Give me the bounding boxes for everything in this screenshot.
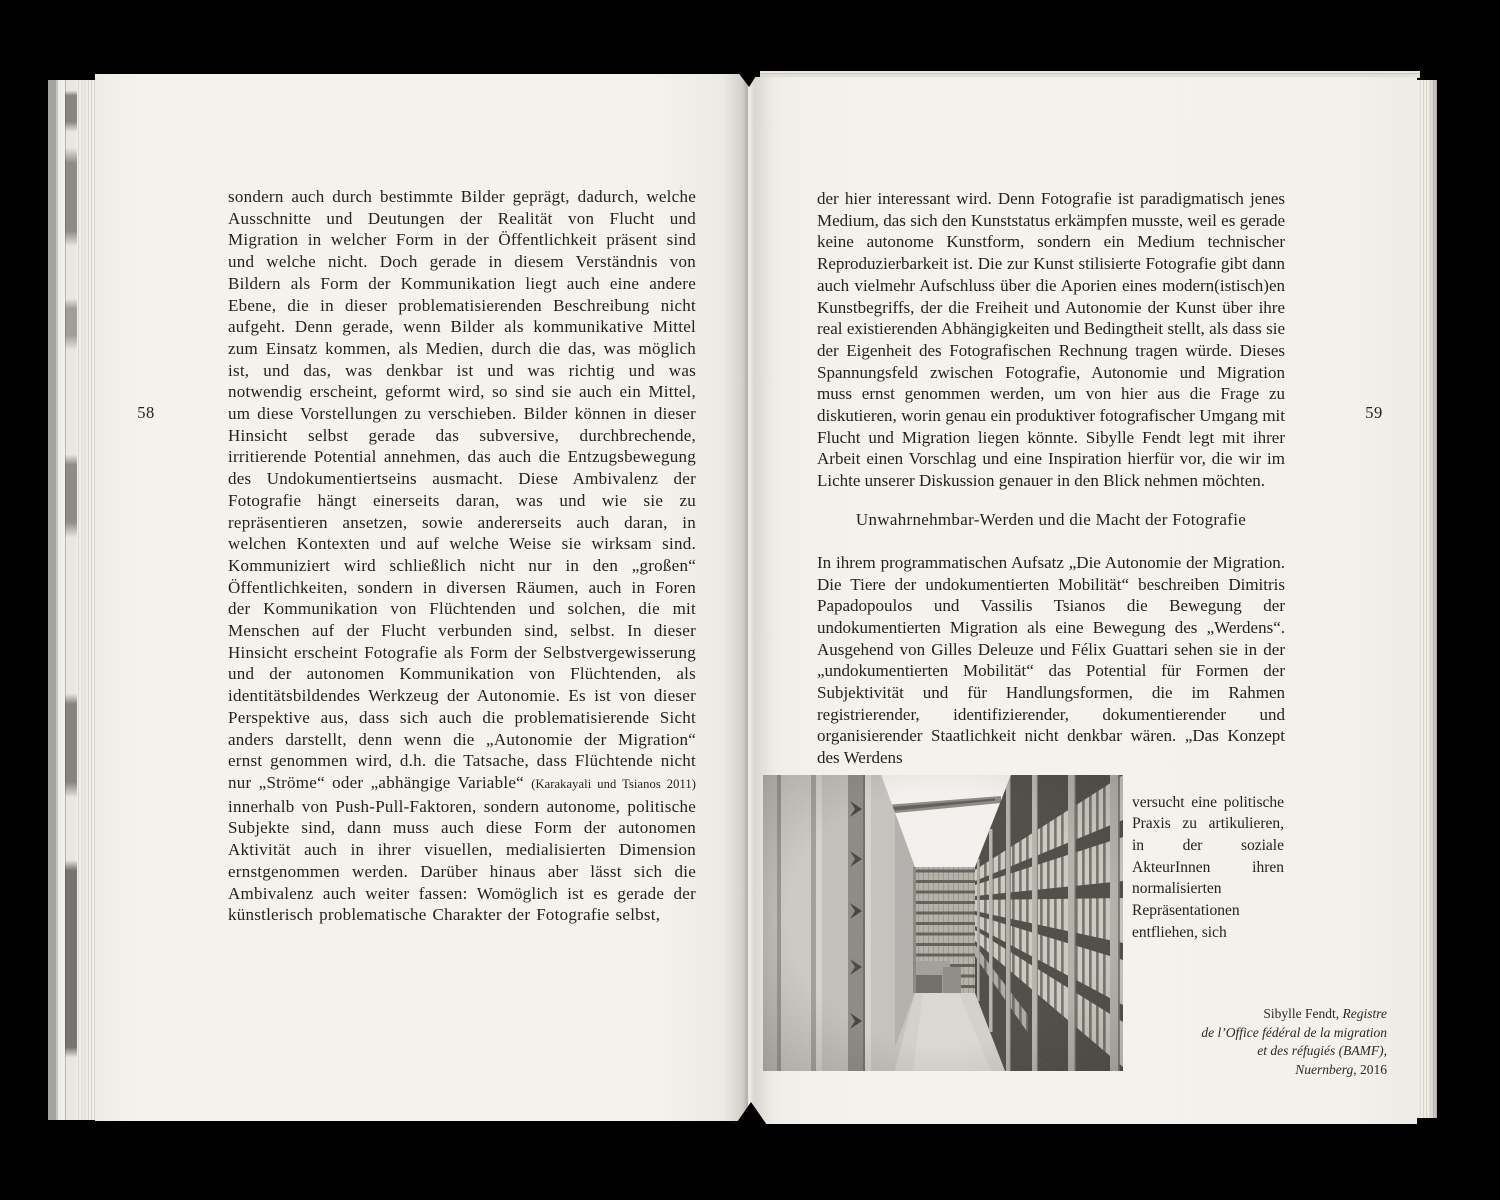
caption-line [1077, 1061, 1387, 1080]
caption-title-part-3: et des réfugiés (BAMF), [1257, 1043, 1387, 1058]
caption-artist: Sibylle Fendt, [1263, 1006, 1343, 1021]
page-edge-ink-streaks [65, 80, 77, 1120]
right-fore-edge-pages [1417, 80, 1437, 1118]
caption-place: Nuernberg [1295, 1061, 1354, 1077]
photo-caption [1077, 1005, 1387, 1079]
right-page-paragraph-1: der hier interessant wird. Denn Fotografie ist paradigmatisch jenes Medium, das sich den Kunststatus erkämpfen musste, weil es gerade keine autonome Kunstform, sondern ein Medium technischer Reproduzierbarkeit ist. Die zur Kunst stilisierte Fotografie gibt dann auch vielmehr Aufschluss über die Aporien eines modern(istisch)en Kunstbegriffs, der die Freiheit und Autonomie der Kunst über ihre real existierenden Abhängigkeiten und Bedingtheit stellt, als dass sie der Eigenheit des Fotografischen Rechnung tragen würde. Dieses Spannungsfeld zwischen Fotografie, Autonomie und Migration muss ernst genommen werden, um von hier aus die Frage zu diskutieren, worin genau ein produktiver fotografischer Umgang mit Flucht und Migration liegen könnte. Sibylle Fendt legt mit ihrer Arbeit einen Vorschlag und eine Inspiration hierfür vor, die wir im Lichte unserer Diskussion genauer in den Blick nehmen möchten. [817, 189, 1285, 491]
caption-title-part-1: Registre [1342, 1006, 1387, 1021]
page-edge-lines [76, 80, 95, 1120]
left-fore-edge-pages [48, 80, 95, 1120]
wrapped-text-column: versucht eine politische Praxis zu artikulieren, in der soziale AkteurInnen ihren normalisierten Repräsentationen entfliehen, sich [1132, 793, 1284, 941]
left-paragraph-continuation: innerhalb von Push-Pull-Faktoren, sondern autonome, politische Subjekte sind, dann muss auch diese Form der autonomen Aktivität auch in ihrer visuellen, medialisierten Dimension ernstgenommen werden. Darüber hinaus aber lässt sich die Ambivalenz auch weiter fassen: Womöglich ist es gerade der künstlerisch problematische Charakter der Fotografie selbst, [228, 796, 696, 925]
citation-karakayali-tsianos: (Karakayali und Tsianos 2011) [531, 776, 696, 791]
left-paragraph-text: sondern auch durch bestimmte Bilder geprägt, dadurch, welche Ausschnitte und Deutungen der Realität von Flucht und Migration in welcher Form in der Öffentlichkeit präsent sind und welche nicht. Doch gerade in diesem Verständnis von Bildern als Form der Kommunikation liegt auch eine andere Ebene, die in dieser problematisierenden Beschreibung nicht aufgeht. Denn gerade, wenn Bilder als kommunikative Mittel zum Einsatz kommen, als Medien, durch die das, was möglich ist, und das, was denkbar ist und was richtig und was notwendig erscheint, geformt wird, so sind sie auch ein Mittel, um diese Vorstellungen zu verschieben. Bilder können in dieser Hinsicht selbst gerade das subversive, durchbrechende, irritierende Potential annehmen, das auch die Entzugsbewegung des Undokumentiertseins ausmacht. Diese Ambivalenz der Fotografie hängt einerseits daran, was und wie sie zu repräsentieren ansetzen, sowie andererseits auch daran, in welchen Kontexten und auf welche Weise sie wirksam sind. Kommuniziert wird schließlich nicht nur in den „großen“ Öffentlichkeiten, sondern in diversen Räumen, auch in Foren der Kommunikation von Flüchtenden und solchen, die mit Menschen auf der Flucht verbunden sind, selbst. In dieser Hinsicht erscheint Fotografie als Form der Selbstvergewisserung und der autonomen Kommunikation von Flüchtenden, als identitätsbildendes Werkzeug der Autonomie. Es ist von dieser Perspektive aus, dass sich auch die problematisierende Sicht anders darstellt, denn wenn die „Autonomie der Migration“ ernst genommen wird, d.h. die Tatsache, dass Flüchtende nicht nur „Ströme“ oder „abhängige Variable“ [228, 187, 696, 792]
left-page [95, 74, 747, 1121]
left-page-number: 58 [137, 403, 155, 422]
right-page-paragraph-2: In ihrem programmatischen Aufsatz „Die Autonomie der Migration. Die Tiere der undokumentierten Mobilität“ beschreiben Dimitris Papadopoulos und Vassilis Tsianos die Bewegung der undokumentierten Migration als eine Bewegung des „Werdens“. Ausgehend von Gilles Deleuze und Félix Guattari sehen sie in der „undokumentierten Mobilität“ das Potential für Formen der Subjektivität und für Handlungsformen, die im Rahmen registrierender, identifizierender, dokumentierender und organisierender Staatlichkeit nicht denkbar wären. „Das Konzept des Werdens [817, 552, 1285, 768]
caption-year: , 2016 [1353, 1061, 1387, 1077]
right-page-text-column [817, 188, 1285, 776]
archive-photo-illustration [763, 775, 1123, 1071]
caption-line [1077, 1005, 1387, 1024]
page-edge-shading [1417, 80, 1437, 1118]
section-heading: Unwahrnehmbar-Werden und die Macht der Fotografie [855, 509, 1247, 529]
left-page-paragraph [228, 186, 696, 926]
caption-title-part-2: de l’Office fédéral de la migration [1201, 1024, 1387, 1040]
archive-photo [763, 775, 1123, 1071]
right-page-number: 59 [1365, 403, 1383, 422]
right-page [747, 77, 1417, 1124]
